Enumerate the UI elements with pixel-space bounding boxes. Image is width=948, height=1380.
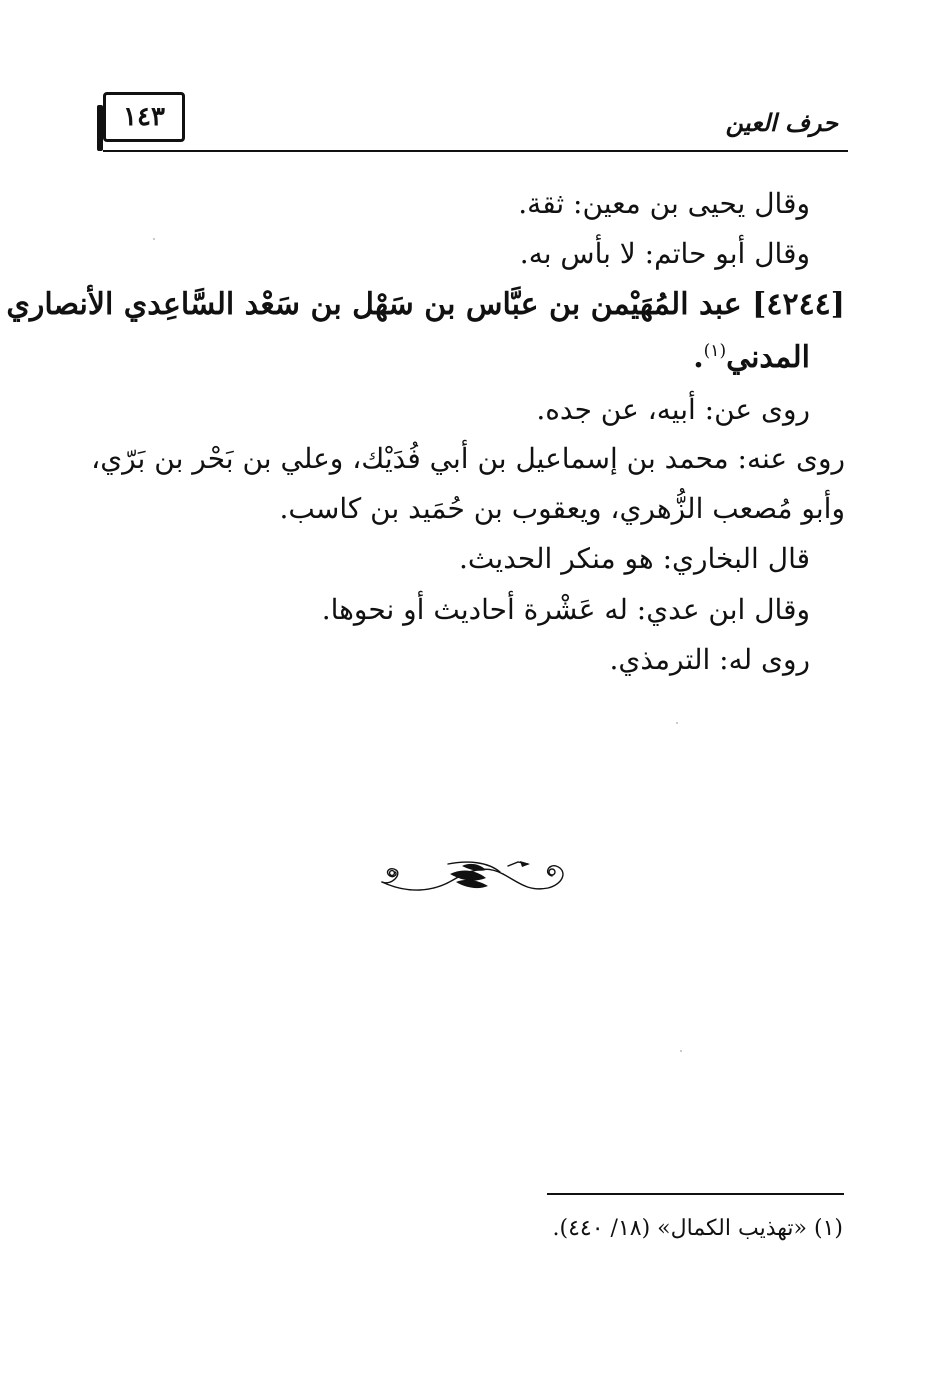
entry-name: عبد المُهَيْمن بن عبَّاس بن سَهْل بن سَعْد السَّاعِدي الأنصاري: [6, 287, 742, 322]
narration-line: روى له: الترمذي.: [609, 643, 810, 676]
narration-line: روى عن: أبيه، عن جده.: [536, 393, 810, 426]
entry-number: [٤٢٤٤]: [752, 287, 845, 322]
page-number: ١٤٣: [103, 92, 185, 142]
narration-line: قال البخاري: هو منكر الحديث.: [459, 542, 810, 575]
text-line: وقال أبو حاتم: لا بأس به.: [519, 237, 810, 270]
entry-heading: [6, 287, 845, 322]
footnote: (١) «تهذيب الكمال» (١٨/ ٤٤٠).: [552, 1216, 843, 1241]
entry-heading-continuation: [693, 340, 810, 375]
header-rule: [103, 150, 848, 152]
footnote-rule: [547, 1193, 844, 1195]
floral-divider-icon: [378, 852, 570, 898]
narration-line: روى عنه: محمد بن إسماعيل بن أبي فُدَيْك، وعلي بن بَحْر بن بَرّي،: [91, 442, 845, 475]
entry-name-end: المدني: [726, 340, 810, 375]
narration-line: وقال ابن عدي: له عَشْرة أحاديث أو نحوها.: [321, 593, 810, 626]
running-header-title: حرف العين: [725, 108, 838, 137]
entry-name-period: .: [693, 340, 704, 375]
footnote-reference: (١): [703, 341, 727, 361]
text-line: وقال يحيى بن معين: ثقة.: [518, 187, 810, 220]
scan-speck: [676, 722, 678, 724]
narration-line: وأبو مُصعب الزُّهري، ويعقوب بن حُمَيد بن كاسب.: [279, 492, 845, 525]
scan-speck: [153, 238, 155, 240]
scan-speck: [680, 1050, 682, 1052]
